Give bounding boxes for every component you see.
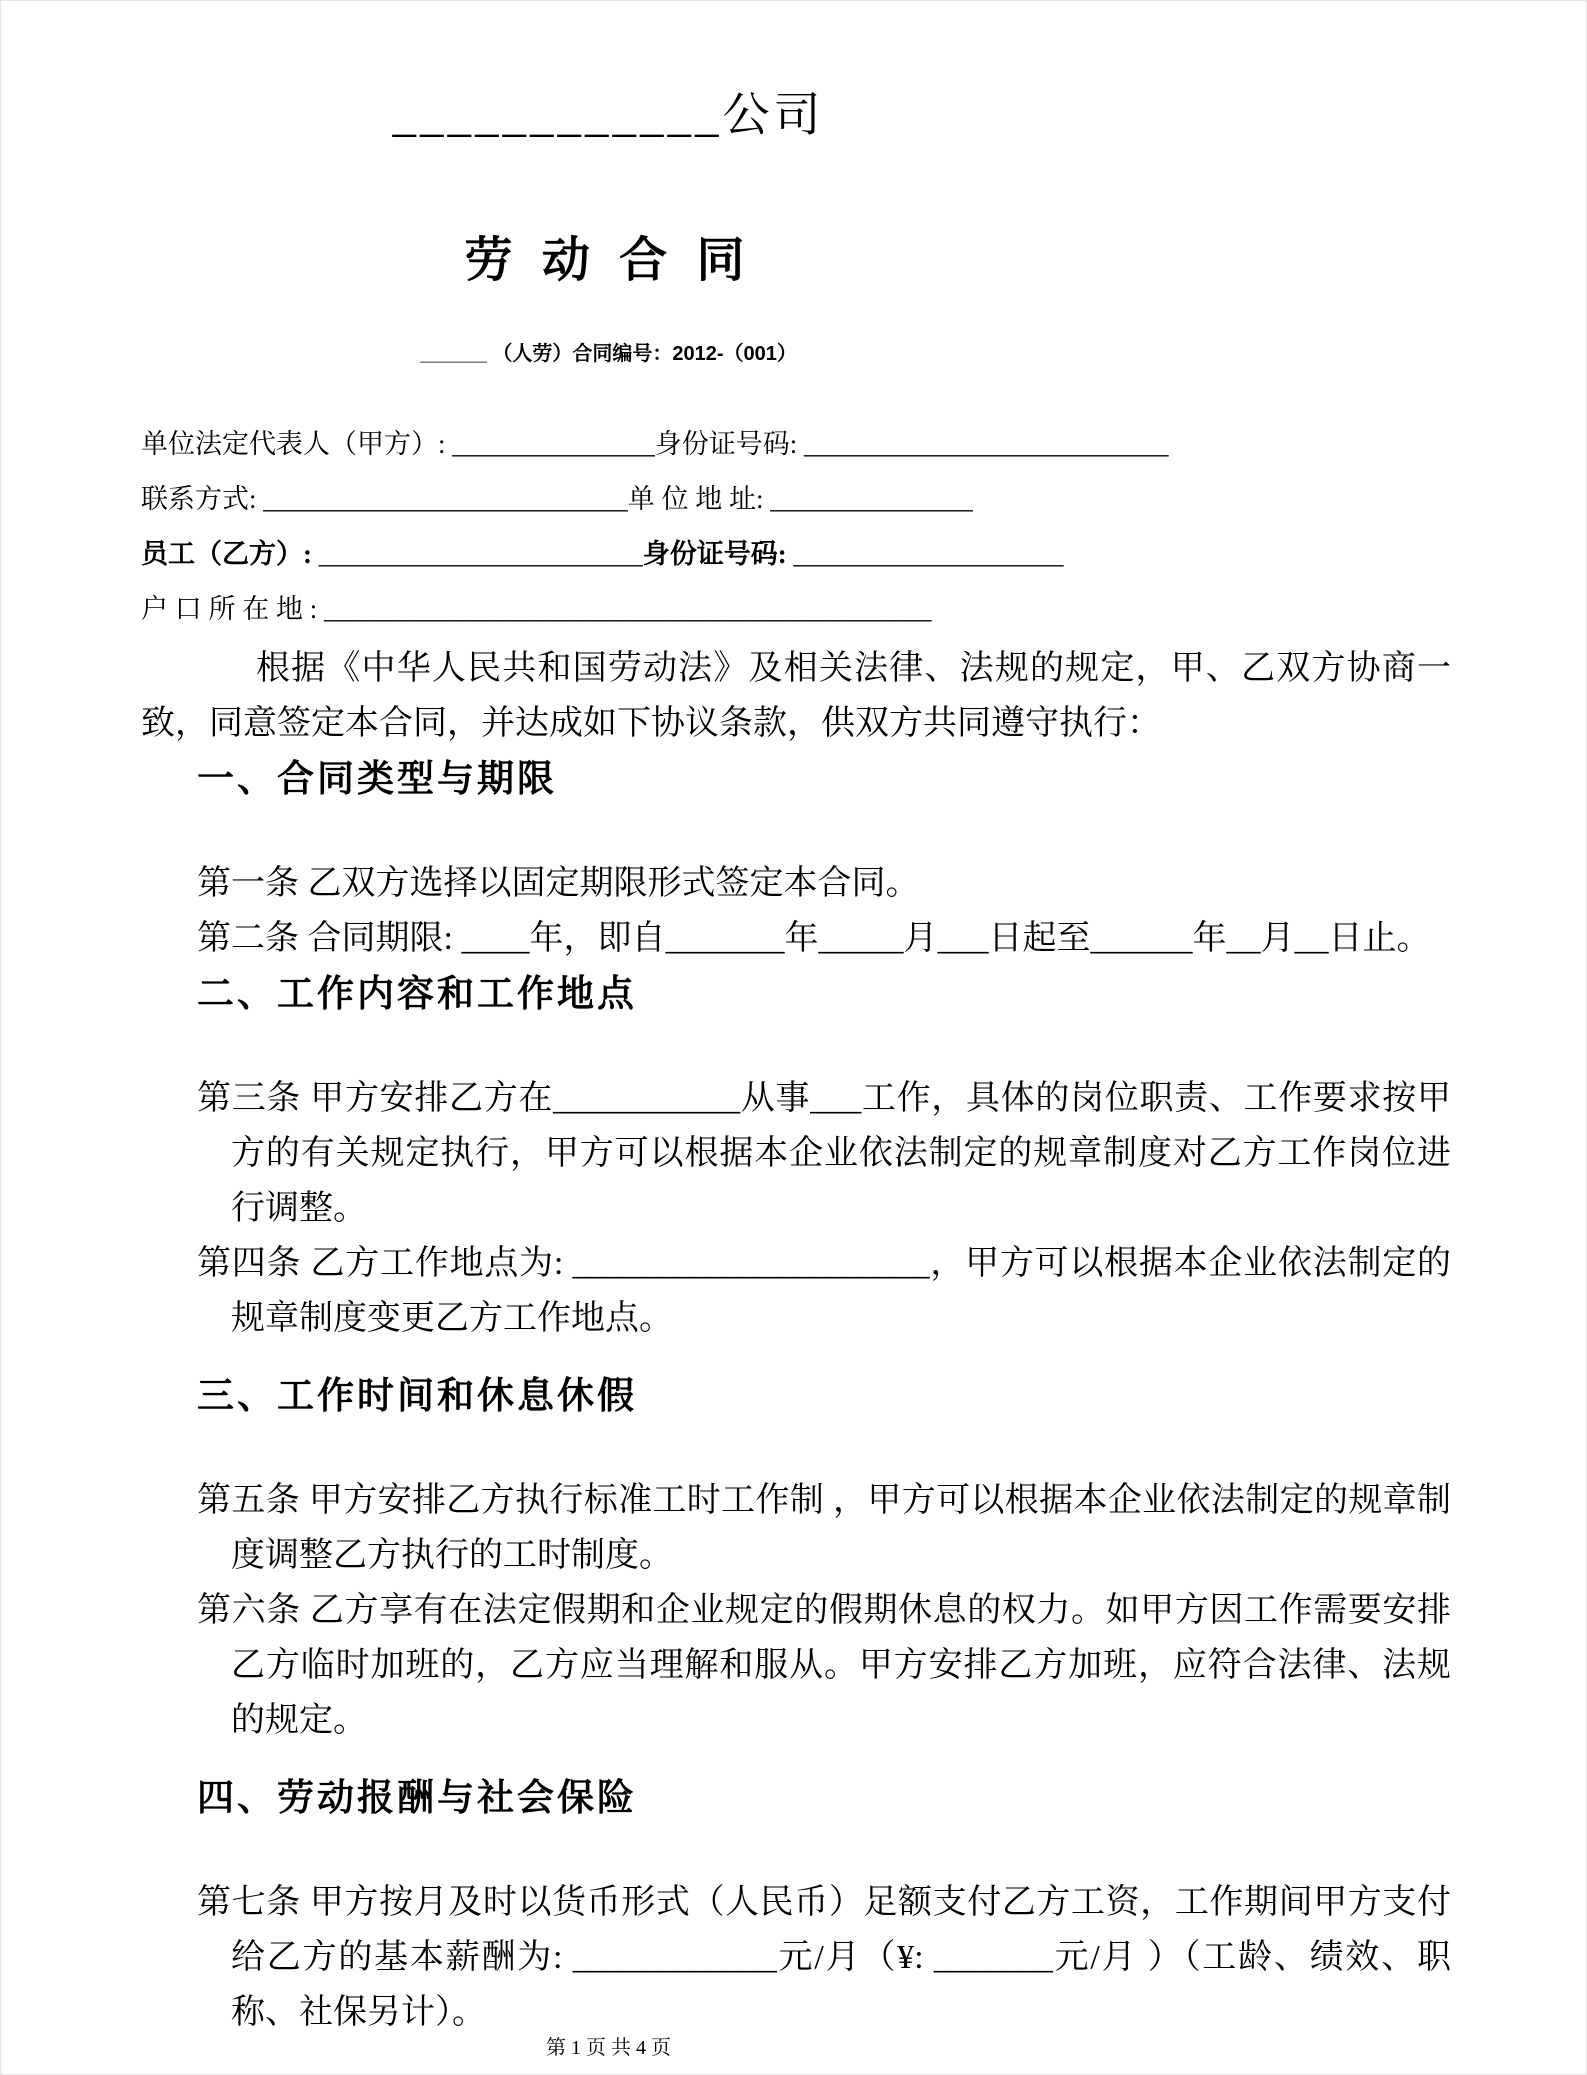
company-name-line [141, 79, 1076, 153]
page-number-footer: 第 1 页 共 4 页 [546, 2037, 671, 2059]
article-6: 第六条 乙方享有在法定假期和企业规定的假期休息的权力。如甲方因工作需要安排乙方临时加班的，乙方应当理解和服从。甲方安排乙方加班，应符合法律、法规的规定。 [197, 1592, 1451, 1739]
legal-representative-line [141, 417, 1451, 472]
section-heading-3: 三、工作时间和休息休假 [197, 1375, 637, 1416]
employee-id-blank: ____________________ [793, 539, 1064, 569]
intro-paragraph: 根据《中华人民共和国劳动法》及相关法律、法规的规定，甲、乙双方协商一致，同意签定本合同，并达成如下协议条款，供双方共同遵守执行： [141, 650, 1451, 742]
article-1: 第一条 乙双方选择以固定期限形式签定本合同。 [197, 865, 920, 902]
parties-info-block [141, 417, 1451, 637]
employee-blank: ________________________ [318, 539, 643, 569]
document-title: 劳 动 合 同 [464, 234, 753, 287]
contact-address-line [141, 472, 1451, 527]
contact-label: 联系方式: [141, 484, 264, 514]
section-heading-1: 一、合同类型与期限 [197, 758, 557, 799]
residence-line [141, 582, 1451, 637]
legal-representative-id-blank: ___________________________ [804, 429, 1169, 459]
document-content [141, 1, 1451, 2040]
employee-line [141, 527, 1451, 582]
legal-representative-label: 单位法定代表人（甲方）: [141, 429, 453, 459]
legal-representative-id-label: 身份证号码: [654, 429, 805, 459]
unit-address-blank: _______________ [770, 484, 973, 514]
article-5: 第五条 甲方安排乙方执行标准工时工作制 ，甲方可以根据本企业依法制定的规章制度调整乙方执行的工时制度。 [197, 1482, 1451, 1574]
article-4: 第四条 乙方工作地点为: _____________________，甲方可以根据本企业依法制定的规章制度变更乙方工作地点。 [197, 1245, 1451, 1337]
article-3: 第三条 甲方安排乙方在___________从事___工作，具体的岗位职责、工作要求按甲方的有关规定执行，甲方可以根据本企业依法制定的规章制度对乙方工作岗位进行调整。 [197, 1080, 1451, 1227]
residence-blank: _____________________________________________ [324, 594, 932, 624]
company-name-blank: ____________ [392, 90, 723, 142]
contact-blank: ___________________________ [263, 484, 628, 514]
article-7: 第七条 甲方按月及时以货币形式（人民币）足额支付乙方工资，工作期间甲方支付给乙方的基本薪酬为: ____________元/月（¥: _______元/月 ）（工龄、绩效、职称、社保另计）。 [197, 1884, 1451, 2031]
employee-label: 员工（乙方）: [141, 539, 319, 569]
employee-id-label: 身份证号码: [642, 539, 794, 569]
section-heading-4: 四、劳动报酬与社会保险 [197, 1777, 637, 1818]
contract-number-blank: ______ [420, 343, 487, 365]
section-heading-2: 二、工作内容和工作地点 [197, 973, 637, 1014]
residence-label: 户 口 所 在 地 : [141, 594, 325, 624]
contract-number-text: （人劳）合同编号：2012-（001） [492, 343, 797, 365]
contract-number-line [141, 339, 1076, 369]
article-2: 第二条 合同期限: ____年，即自_______年_____月___日起至______年__月__日止。 [197, 920, 1431, 957]
company-suffix: 公司 [722, 90, 825, 142]
unit-address-label: 单 位 地 址: [627, 484, 771, 514]
legal-representative-blank: _______________ [452, 429, 655, 459]
